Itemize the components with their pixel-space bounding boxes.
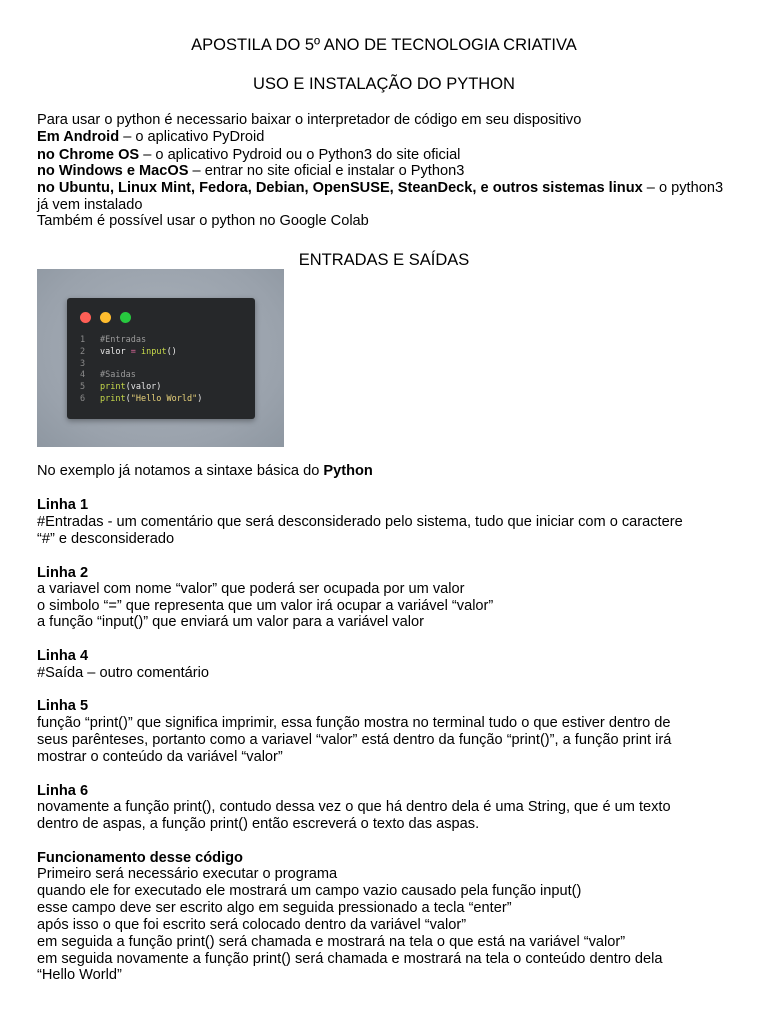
install-android — [37, 129, 264, 146]
section-title-install: USO E INSTALAÇÃO DO PYTHON — [253, 75, 515, 93]
line5-text-a: função “print()” que significa imprimir, essa função mostra no terminal tudo o que estiver dentro de — [37, 715, 671, 731]
install-chrome-label: no Chrome OS — [37, 147, 140, 163]
install-linux-label: no Ubuntu, Linux Mint, Fedora, Debian, OpenSUSE, SteanDeck, e outros sistemas linux — [37, 180, 643, 196]
install-windows-label: no Windows e MacOS — [37, 163, 189, 179]
code-comment: #Saidas — [100, 370, 136, 381]
install-colab: Também é possível usar o python no Google Colab — [37, 213, 369, 229]
document-title: APOSTILA DO 5º ANO DE TECNOLOGIA CRIATIVA — [191, 36, 577, 54]
code-string: "Hello World" — [130, 393, 198, 404]
line2-text-c: a função “input()” que enviará um valor para a variável valor — [37, 614, 424, 630]
code-function: print — [100, 382, 126, 393]
line6-text-b: dentro de aspas, a função print() então escreverá o texto das aspas. — [37, 816, 480, 832]
line2-title: Linha 2 — [37, 565, 89, 581]
window-minimize-dot — [100, 312, 111, 323]
line-number: 5 — [80, 382, 86, 393]
how-step-a: Primeiro será necessário executar o programa — [37, 866, 338, 882]
line4-text-a: #Saída – outro comentário — [37, 665, 209, 681]
example-sentence — [37, 463, 373, 480]
example-python: Python — [323, 463, 373, 479]
section-title-io: ENTRADAS E SAÍDAS — [298, 251, 470, 269]
how-step-f: em seguida novamente a função print() será chamada e mostrará na tela o conteúdo dentro dela — [37, 951, 663, 967]
line5-text-b: seus parênteses, portanto como a variavel “valor” está dentro da função “print()”, a função print irá — [37, 732, 672, 748]
how-step-g: “Hello World” — [37, 967, 122, 983]
install-intro: Para usar o python é necessario baixar o interpretador de código em seu dispositivo — [37, 112, 582, 128]
code-block — [80, 335, 202, 406]
how-title: Funcionamento desse código — [37, 850, 243, 866]
code-line-1 — [80, 335, 202, 347]
code-paren: ( — [125, 393, 131, 404]
install-windows-text: – entrar no site oficial e instalar o Python3 — [188, 163, 465, 179]
code-line-6 — [80, 394, 202, 406]
example-text: No exemplo já notamos a sintaxe básica do — [37, 463, 324, 479]
install-chrome-text: – o aplicativo Pydroid ou o Python3 do site oficial — [139, 147, 461, 163]
line5-title: Linha 5 — [37, 698, 89, 714]
install-android-text: – o aplicativo PyDroid — [119, 129, 265, 145]
install-linux — [37, 180, 723, 197]
code-line-5 — [80, 382, 202, 394]
line2-text-a: a variavel com nome “valor” que poderá ser ocupada por um valor — [37, 581, 465, 597]
line5-text-c: mostrar o conteúdo da variável “valor” — [37, 749, 283, 765]
line1-text-b: “#” e desconsiderado — [37, 531, 175, 547]
line1-title: Linha 1 — [37, 497, 89, 513]
install-android-label: Em Android — [37, 129, 120, 145]
window-maximize-dot — [120, 312, 131, 323]
line-number: 4 — [80, 370, 86, 381]
code-window — [67, 298, 255, 419]
line-number: 1 — [80, 335, 86, 345]
code-function: input — [140, 346, 167, 357]
code-line-3 — [80, 359, 202, 371]
line6-title: Linha 6 — [37, 783, 89, 799]
code-paren: () — [166, 346, 177, 357]
line6-text-a: novamente a função print(), contudo dessa vez o que há dentro dela é uma String, que é um texto — [37, 799, 671, 815]
line2-text-b: o simbolo “=” que representa que um valor irá ocupar a variável “valor” — [37, 598, 494, 614]
line-number: 2 — [80, 346, 86, 357]
code-function: print — [100, 393, 126, 404]
how-step-b: quando ele for executado ele mostrará um campo vazio causado pela função input() — [37, 883, 582, 899]
install-linux-cont: já vem instalado — [37, 197, 143, 213]
code-screenshot — [37, 269, 284, 447]
code-variable: valor — [100, 346, 131, 357]
line1-text-a: #Entradas - um comentário que será desconsiderado pelo sistema, tudo que iniciar com o caractere — [37, 514, 683, 530]
code-line-4 — [80, 370, 202, 382]
code-operator: = — [130, 346, 136, 357]
code-args: (valor) — [125, 382, 162, 393]
how-step-c: esse campo deve ser escrito algo em seguida pressionado a tecla “enter” — [37, 900, 512, 916]
code-paren: ) — [197, 393, 203, 404]
install-chrome — [37, 147, 460, 164]
line4-title: Linha 4 — [37, 648, 89, 664]
how-step-d: após isso o que foi escrito será colocado dentro da variável “valor” — [37, 917, 467, 933]
install-windows — [37, 163, 464, 180]
how-step-e: em seguida a função print() será chamada e mostrará na tela o que está na variável “valor” — [37, 934, 626, 950]
line-number: 6 — [80, 393, 86, 404]
install-linux-text: – o python3 — [642, 180, 724, 196]
code-comment: #Entradas — [100, 335, 147, 345]
code-line-2 — [80, 347, 202, 359]
window-close-dot — [80, 312, 91, 323]
line-number: 3 — [80, 358, 86, 369]
